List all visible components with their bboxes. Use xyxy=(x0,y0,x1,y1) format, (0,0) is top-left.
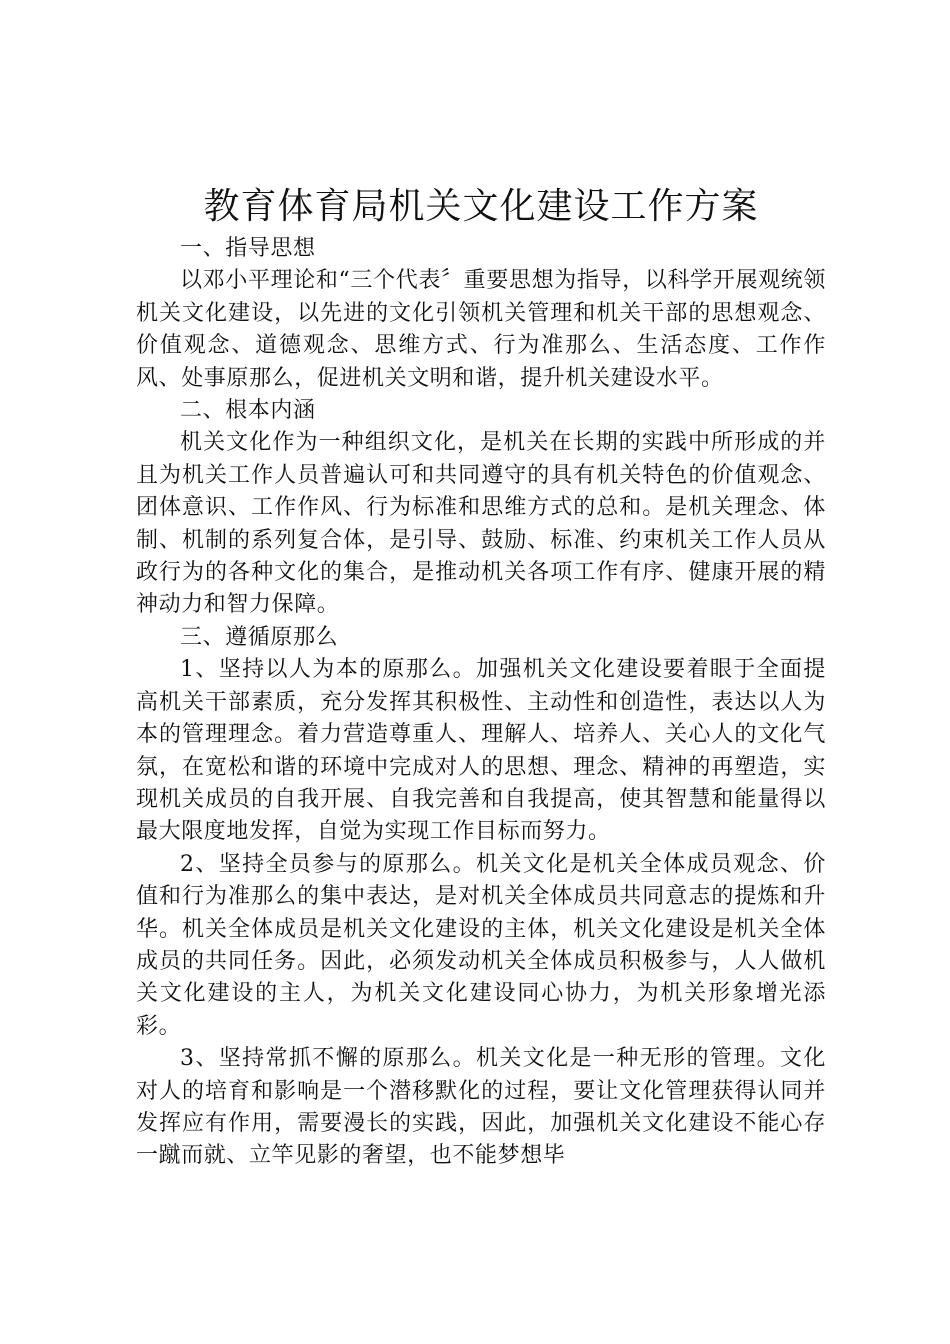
section-heading: 三、遵循原那么 xyxy=(180,624,339,650)
section-principles xyxy=(136,622,826,1173)
document-page xyxy=(136,185,826,1173)
section-heading: 二、根本内涵 xyxy=(180,398,316,424)
paragraph: 机关文化作为一种组织文化，是机关在长期的实践中所形成的并且为机关工作人员普遍认可和共同遵守的具有机关特色的价值观念、团体意识、工作作风、行为标准和思维方式的总和。是机关理念、体制、机制的系列复合体，是引导、鼓励、标准、约束机关工作人员从政行为的各种文化的集合，是推动机关各项工作有序、健康开展的精神动力和智力保障。 xyxy=(136,430,826,618)
document-title: 教育体育局机关文化建设工作方案 xyxy=(203,186,759,227)
paragraph: 3、坚持常抓不懈的原那么。机关文化是一种无形的管理。文化对人的培育和影响是一个潜移默化的过程，要让文化管理获得认同并发挥应有作用，需要漫长的实践，因此，加强机关文化建设不能心存一蹴而就、立竿见影的奢望，也不能梦想毕 xyxy=(136,1046,826,1169)
paragraph: 1、坚持以人为本的原那么。加强机关文化建设要着眼于全面提高机关干部素质，充分发挥其积极性、主动性和创造性，表达以人为本的管理理念。着力营造尊重人、理解人、培养人、关心人的文化气氛，在宽松和谐的环境中完成对人的思想、理念、精神的再塑造，实现机关成员的自我开展、自我完善和自我提高，使其智慧和能量得以最大限度地发挥，自觉为实现工作目标而努力。 xyxy=(136,657,826,845)
section-guiding-ideology xyxy=(136,233,826,395)
paragraph: 以邓小平理论和“三个代表〞重要思想为指导，以科学开展观统领机关文化建设，以先进的文化引领机关管理和机关干部的思想观念、价值观念、道德观念、思维方式、行为准那么、生活态度、工作作风、处事原那么，促进机关文明和谐，提升机关建设水平。 xyxy=(136,268,826,391)
paragraph: 2、坚持全员参与的原那么。机关文化是机关全体成员观念、价值和行为准那么的集中表达，是对机关全体成员共同意志的提炼和升华。机关全体成员是机关文化建设的主体，机关文化建设是机关全体成员的共同任务。因此，必须发动机关全体成员积极参与，人人做机关文化建设的主人，为机关文化建设同心协力，为机关形象增光添彩。 xyxy=(136,851,826,1039)
section-basic-connotation xyxy=(136,395,826,622)
section-heading: 一、指导思想 xyxy=(180,236,316,261)
